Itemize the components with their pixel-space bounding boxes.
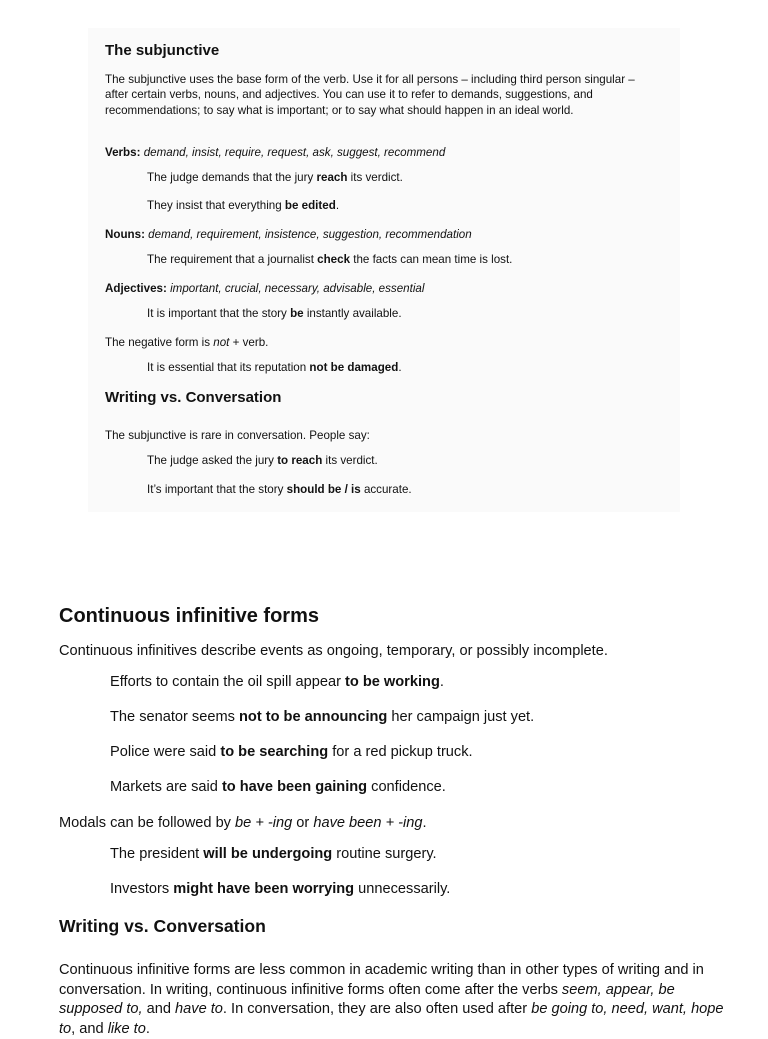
continuous-intro: Continuous infinitives describe events as ongoing, temporary, or possibly incomplete. [59,643,608,659]
subjunctive-intro: The subjunctive uses the base form of the verb. Use it for all persons – including third person singular – after certain verbs, nouns, and adjectives. You can use it to refer to demands, suggestions, and recommendations; to say what is important; or to say what should happen in an ideal world. [105,73,635,117]
example-line: They insist that everything be edited. [147,199,340,212]
example-line: It is essential that its reputation not be damaged. [147,361,402,374]
example-line: The judge asked the jury to reach its verdict. [147,454,378,467]
subjunctive-wc-heading: Writing vs. Conversation [105,389,282,406]
example-line: The president will be undergoing routine surgery. [110,846,437,862]
nouns-line [105,227,472,242]
subjunctive-title: The subjunctive [105,42,220,59]
example-line: Markets are said to have been gaining confidence. [110,779,446,795]
continuous-wc-paragraph: Continuous infinitive forms are less common in academic writing than in other types of writing and in conversation. In writing, continuous infinitive forms often come after the verbs seem, appear, be supposed to, and have to. In conversation, they are also often used after be going to, need, want, hope to, and like to. [59,962,724,1037]
verbs-line [105,145,445,160]
example-line: Investors might have been worrying unnecessarily. [110,881,451,897]
adjectives-list: important, crucial, necessary, advisable, essential [170,282,425,295]
example-line: The judge demands that the jury reach its verdict. [147,171,403,184]
example-line: Efforts to contain the oil spill appear to be working. [110,674,444,690]
example-line: Police were said to be searching for a red pickup truck. [110,744,473,760]
modals-line: Modals can be followed by be + -ing or have been + -ing. [59,815,427,831]
continuous-title: Continuous infinitive forms [59,605,319,627]
example-line: The senator seems not to be announcing her campaign just yet. [110,709,535,725]
negative-form-line: The negative form is not + verb. [105,336,269,349]
adjectives-label: Adjectives: [105,282,167,295]
verbs-label: Verbs: [105,146,141,159]
verbs-list: demand, insist, require, request, ask, suggest, recommend [143,146,446,159]
nouns-label: Nouns: [105,228,145,241]
adjectives-line [105,281,424,296]
example-line: It’s important that the story should be / is accurate. [147,483,412,496]
nouns-list: demand, requirement, insistence, suggestion, recommendation [148,228,472,241]
example-line: The requirement that a journalist check the facts can mean time is lost. [147,253,513,266]
example-line: It is important that the story be instantly available. [147,307,402,320]
subjunctive-wc-intro: The subjunctive is rare in conversation. People say: [105,429,370,442]
continuous-wc-heading: Writing vs. Conversation [59,916,266,936]
